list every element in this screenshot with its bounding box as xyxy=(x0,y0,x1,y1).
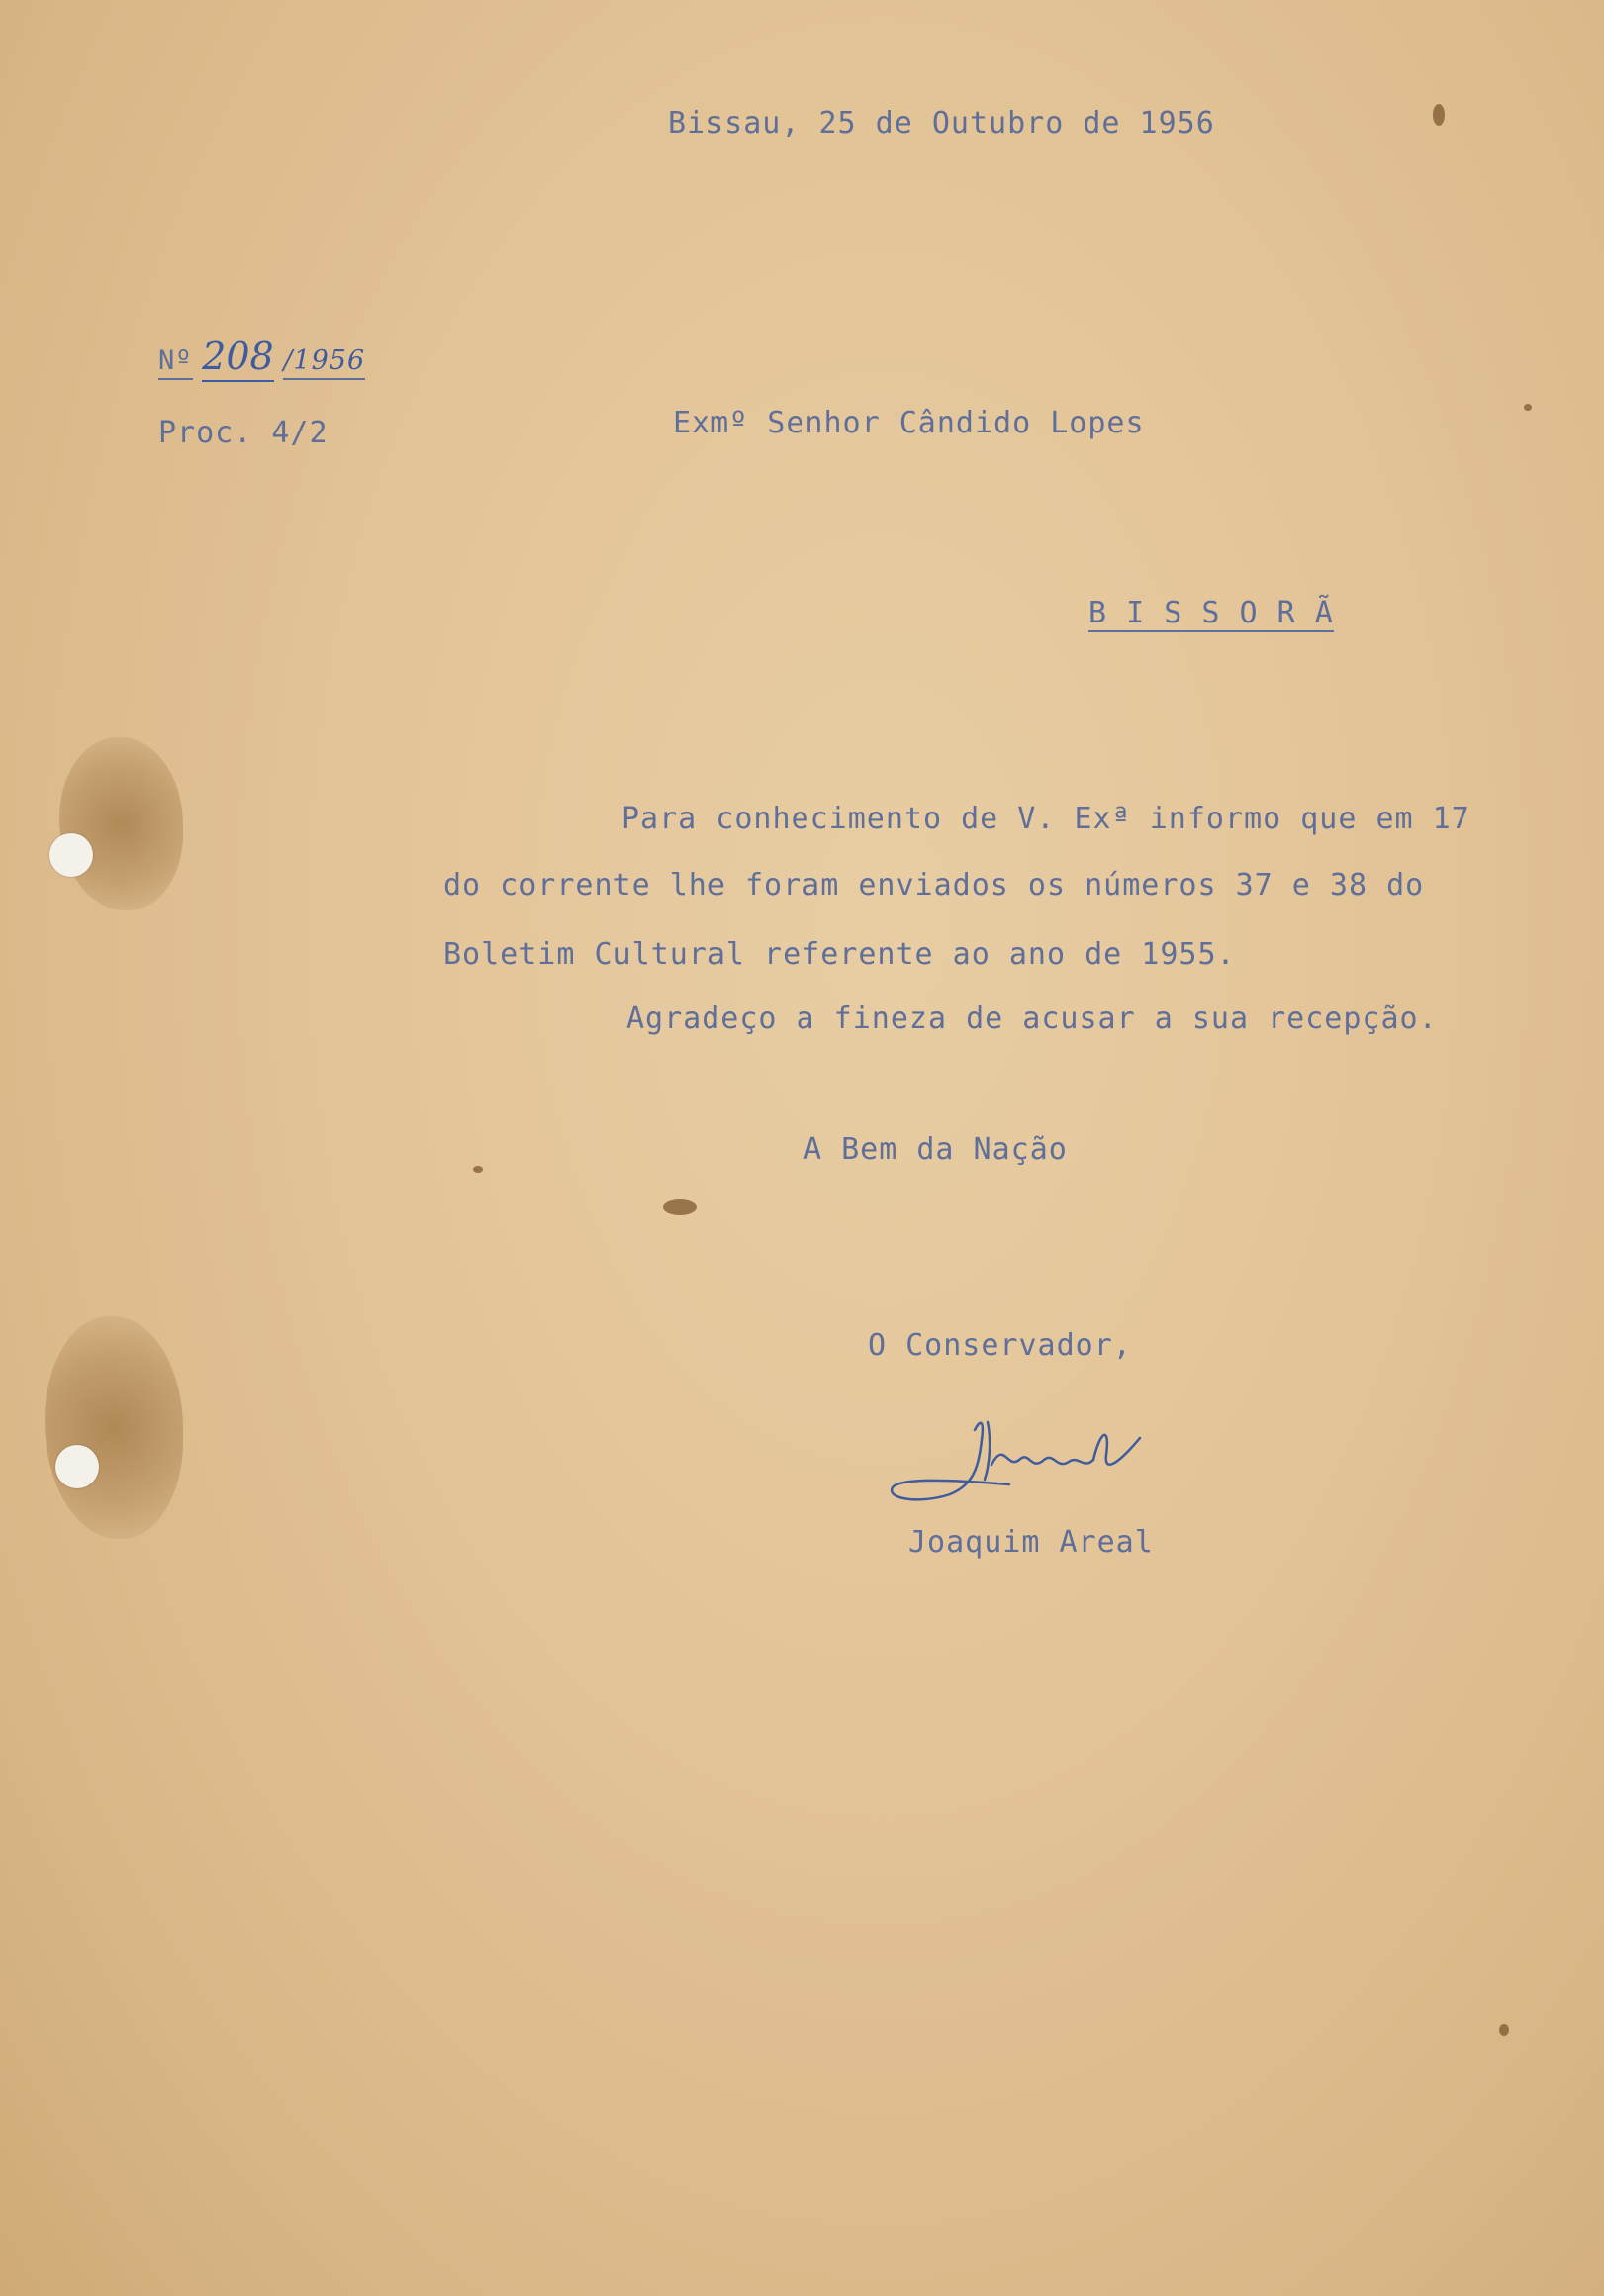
body-line-3: Boletim Cultural referente ao ano de 1955. xyxy=(443,937,1236,972)
water-stain-lower xyxy=(45,1316,183,1539)
punch-hole-lower xyxy=(55,1445,99,1488)
addressee: Exmº Senhor Cândido Lopes xyxy=(673,406,1145,440)
destination-place: B I S S O R Ã xyxy=(1088,596,1334,630)
body-line-4: Agradeço a fineza de acusar a sua recepção. xyxy=(626,1002,1438,1036)
number-prefix: Nº xyxy=(158,345,193,380)
body-line-1: Para conhecimento de V. Exª informo que em 17 xyxy=(621,802,1470,836)
punch-hole-upper xyxy=(49,833,93,877)
salutation: A Bem da Nação xyxy=(803,1132,1068,1167)
number-year: /1956 xyxy=(283,345,365,380)
ink-speck xyxy=(473,1166,483,1173)
body-line-2: do corrente lhe foram enviados os números 37 e 38 do xyxy=(443,868,1425,903)
process-reference: Proc. 4/2 xyxy=(158,416,329,450)
signatory-name: Joaquim Areal xyxy=(908,1525,1154,1560)
handwritten-signature xyxy=(881,1410,1168,1514)
ink-speck xyxy=(1499,2024,1509,2036)
ink-speck xyxy=(1433,104,1445,126)
water-stain-upper xyxy=(59,737,183,910)
number-handwritten: 208 xyxy=(202,335,274,382)
date-line: Bissau, 25 de Outubro de 1956 xyxy=(668,106,1215,141)
ink-speck xyxy=(663,1199,697,1215)
ink-speck xyxy=(1524,404,1532,411)
closing-title: O Conservador, xyxy=(868,1328,1132,1363)
reference-number xyxy=(158,335,365,378)
